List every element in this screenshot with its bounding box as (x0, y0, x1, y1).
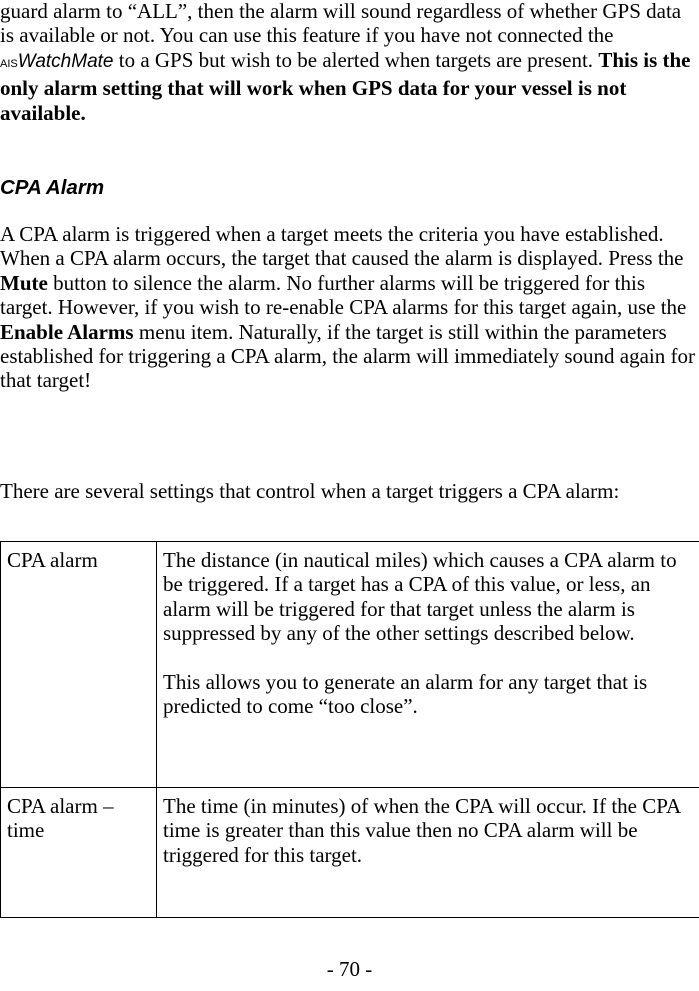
enable-alarms-term: Enable Alarms (0, 319, 134, 344)
setting-name: CPA alarm (7, 548, 98, 572)
setting-desc-note: This allows you to generate an alarm for any target that is predicted to come “too close”. (163, 670, 648, 719)
mute-term: Mute (0, 270, 48, 295)
setting-desc: The distance (in nautical miles) which causes a CPA alarm to be triggered. If a target has a CPA of this value, or less, an alarm will be triggered for that target unless the alarm is suppressed by any of the other settings described below. (163, 548, 677, 646)
cpa-description-paragraph (0, 222, 699, 393)
page-number: - 70 - (326, 957, 373, 981)
section-heading: CPA Alarm (0, 176, 105, 199)
cpa-text-3: menu item. Naturally, if the target is still within the parameters established for triggering a CPA alarm, the alarm will immediately sound again for that target! (0, 319, 695, 393)
setting-name-cell (1, 542, 157, 788)
setting-name-cell (1, 788, 157, 918)
setting-desc-cell (157, 788, 699, 918)
intro-bold-note: This is the only alarm setting that will work when GPS data for your vessel is not available. (0, 47, 691, 125)
brand-prefix: AIS (0, 57, 18, 70)
cpa-text-2: button to silence the alarm. No further alarms will be triggered for this target. However, if you wish to re-enable CPA alarms for this target again, use the (0, 270, 687, 320)
intro-text-a: guard alarm to “ALL”, then the alarm will sound regardless of whether GPS data is available or not. You can use this feature if you have not connected the (0, 0, 682, 48)
intro-paragraph (0, 0, 699, 125)
settings-table (0, 541, 699, 918)
table-row (1, 542, 699, 788)
setting-desc-cell (157, 542, 699, 788)
setting-name: CPA alarm – time (7, 794, 114, 843)
table-row (1, 788, 699, 918)
intro-text-b: to a GPS but wish to be alerted when targets are present. (113, 47, 599, 72)
settings-intro-paragraph: There are several settings that control when a target triggers a CPA alarm: (0, 479, 620, 503)
setting-desc: The time (in minutes) of when the CPA will occur. If the CPA time is greater than this value then no CPA alarm will be triggered for this target. (163, 794, 680, 867)
cpa-text-1: A CPA alarm is triggered when a target meets the criteria you have established. When a CPA alarm occurs, the target that caused the alarm is displayed. Press the (0, 222, 684, 271)
brand-name: WatchMate (17, 50, 114, 72)
